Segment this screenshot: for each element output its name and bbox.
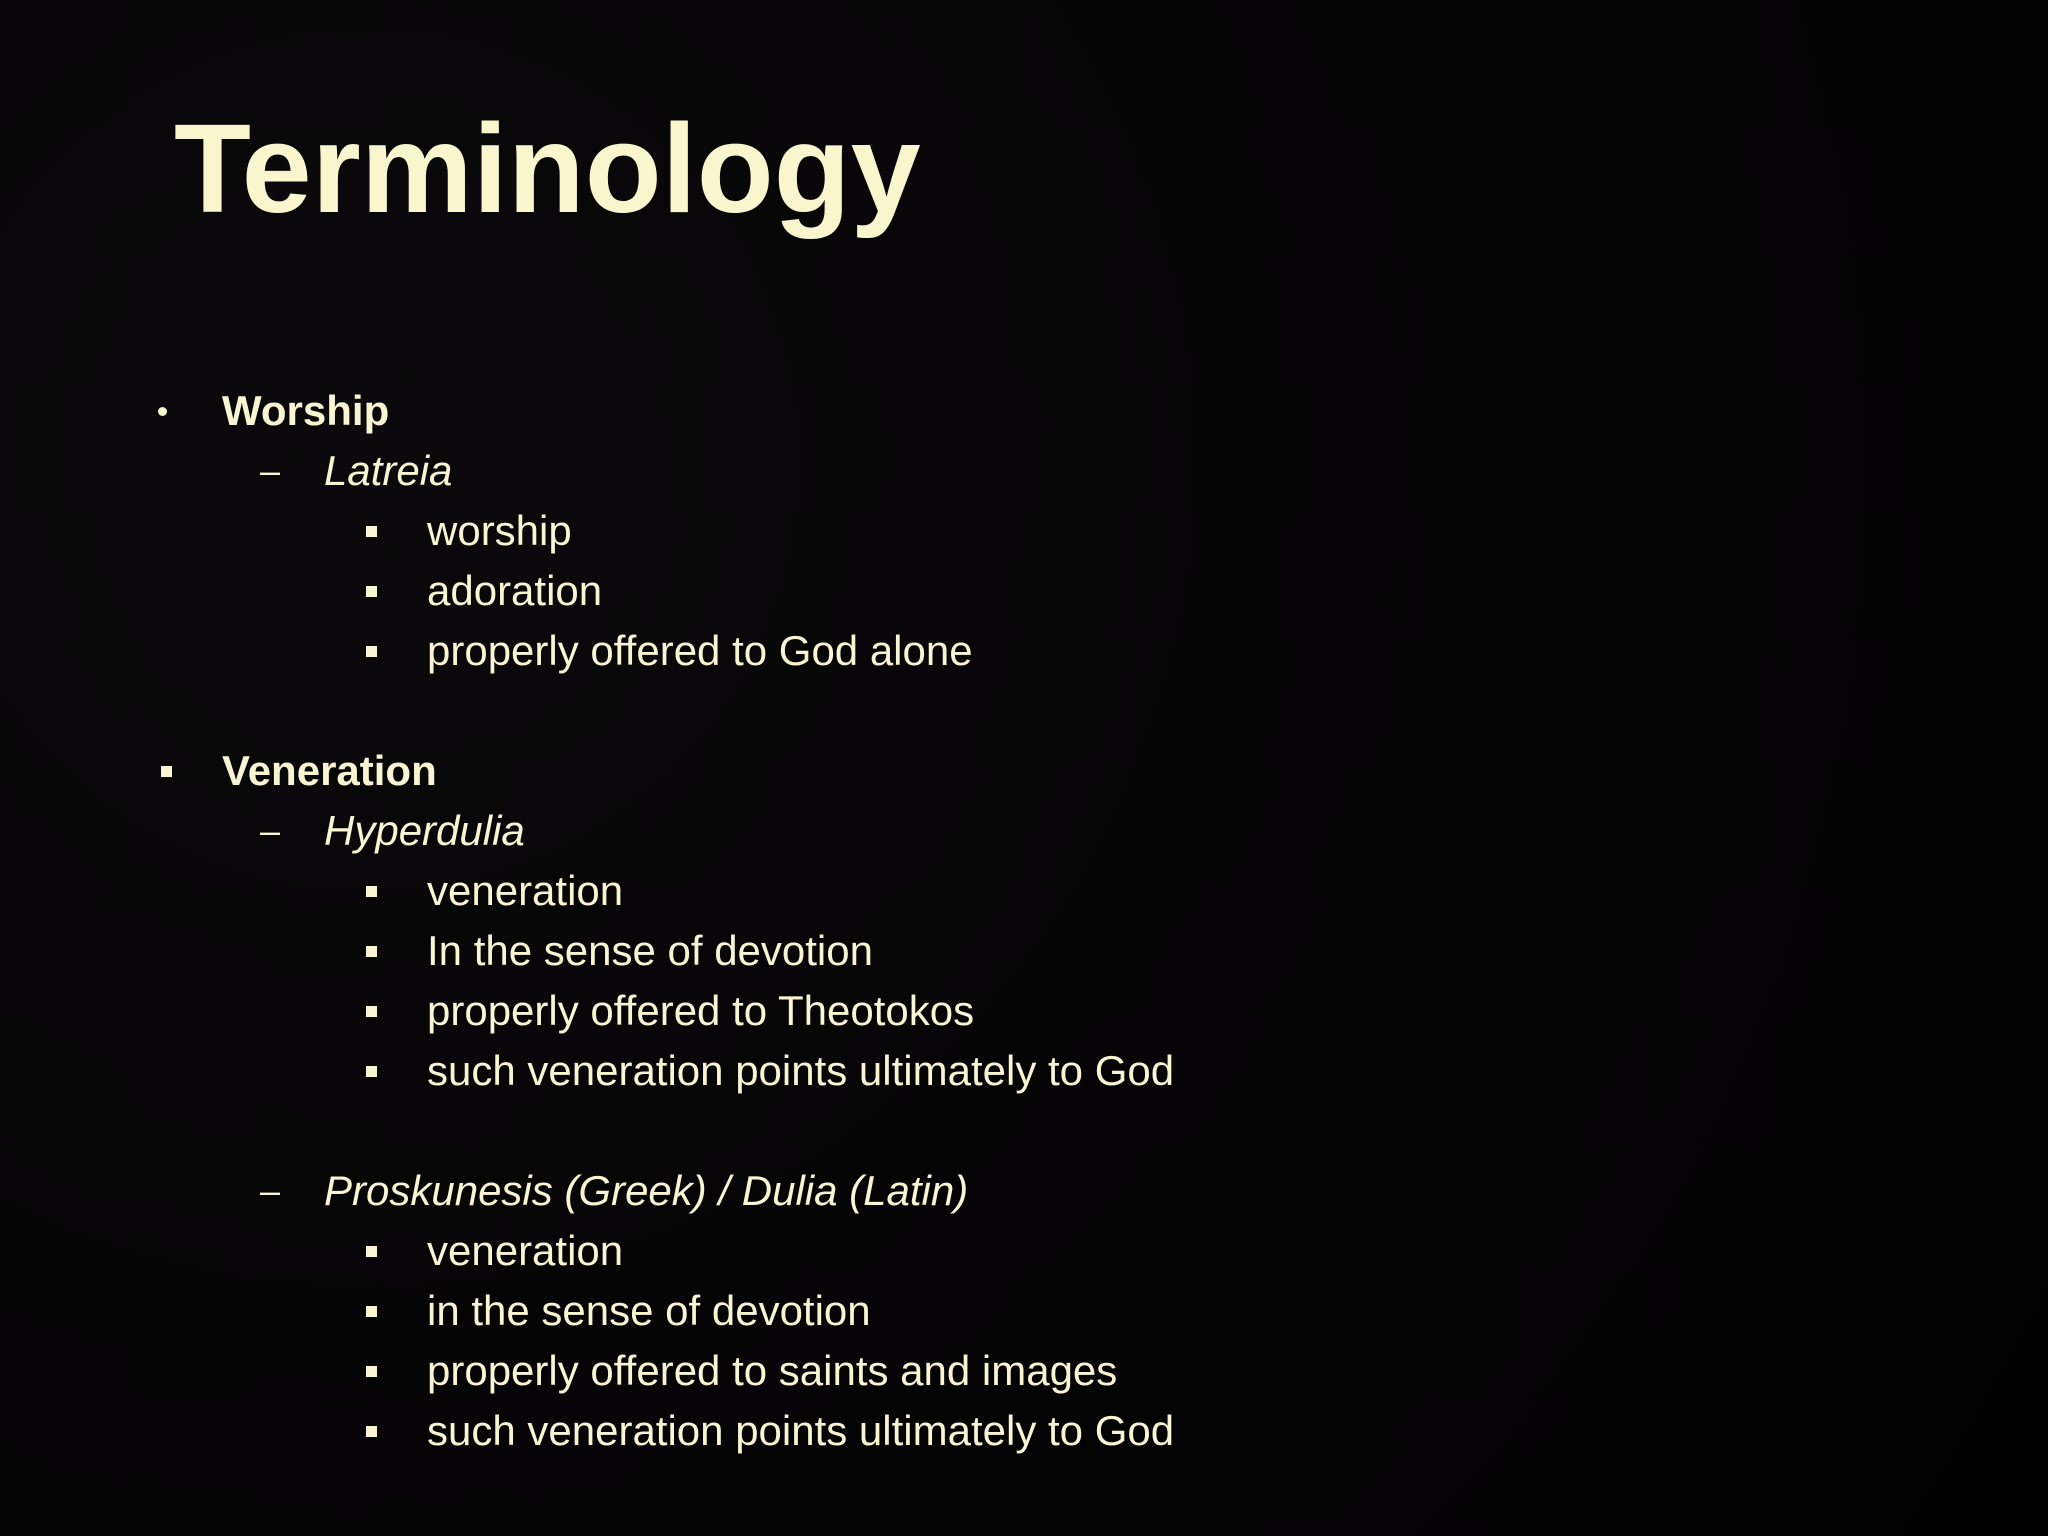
square-bullet-icon — [161, 741, 172, 801]
list-item-text: properly offered to God alone — [427, 627, 973, 674]
square-bullet-icon — [366, 921, 377, 981]
list-item-text: veneration — [427, 1227, 624, 1274]
dash-bullet-icon: – — [260, 1170, 281, 1211]
square-bullet-icon — [366, 561, 377, 621]
list-item-text: such veneration points ultimately to God — [427, 1047, 1175, 1094]
square-bullet-icon — [366, 1221, 377, 1281]
square-bullet-icon — [366, 501, 377, 561]
square-bullet-icon — [366, 1041, 377, 1101]
list-item-text: properly offered to Theotokos — [427, 987, 975, 1034]
list-item-text: such veneration points ultimately to God — [427, 1407, 1175, 1454]
square-bullet-icon — [366, 621, 377, 681]
list-item-text: In the sense of devotion — [427, 927, 873, 974]
dash-bullet-icon: – — [260, 450, 281, 491]
square-bullet-icon — [366, 861, 377, 921]
slide-title: Terminology — [174, 98, 921, 239]
list-item-text: worship — [427, 507, 572, 554]
square-bullet-icon — [366, 1401, 377, 1461]
square-bullet-icon — [366, 981, 377, 1041]
list-item-text: in the sense of devotion — [427, 1287, 871, 1334]
round-bullet-icon — [158, 381, 167, 441]
list-item-text: veneration — [427, 867, 624, 914]
term-label: Hyperdulia — [324, 807, 525, 854]
section-heading: Worship — [222, 387, 390, 434]
term-label: Latreia — [324, 447, 453, 494]
list-item-text: properly offered to saints and images — [427, 1347, 1118, 1394]
dash-bullet-icon: – — [260, 810, 281, 851]
square-bullet-icon — [366, 1341, 377, 1401]
section-heading: Veneration — [222, 747, 437, 794]
list-item-text: adoration — [427, 567, 603, 614]
square-bullet-icon — [366, 1281, 377, 1341]
term-label: Proskunesis (Greek) / Dulia (Latin) — [324, 1167, 969, 1214]
